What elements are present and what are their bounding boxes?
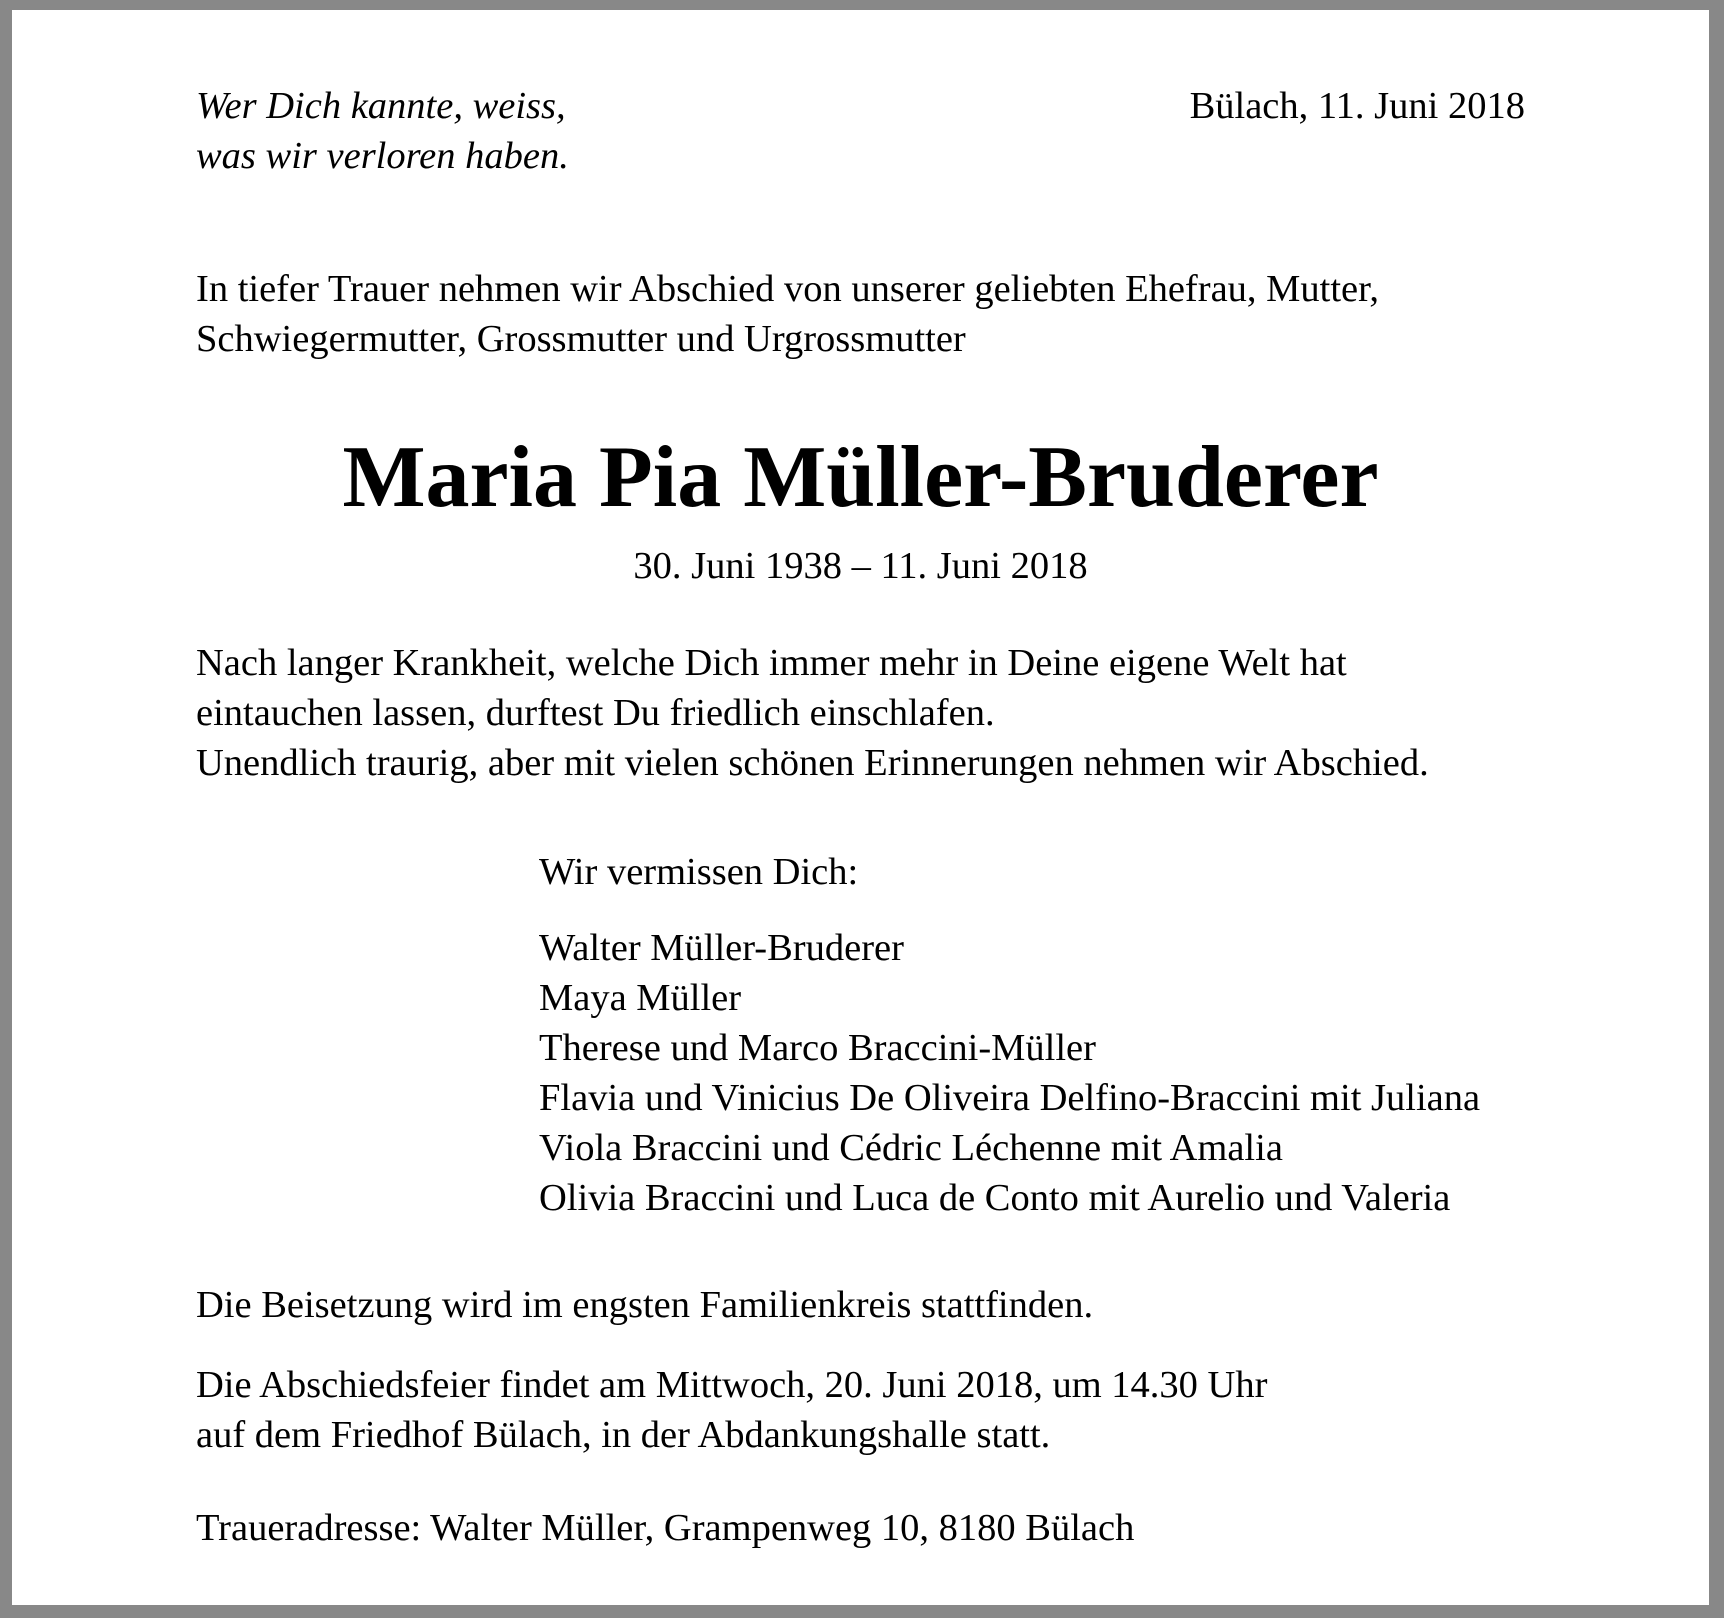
intro-line: Schwiegermutter, Grossmutter und Urgrossmutter <box>196 318 966 360</box>
intro-text <box>196 264 1379 364</box>
motto-line: Wer Dich kannte, weiss, <box>196 85 566 127</box>
mourning-address: Traueradresse: Walter Müller, Grampenweg 10, 8180 Bülach <box>196 1507 1135 1549</box>
deceased-name: Maria Pia Müller-Bruderer <box>342 429 1379 526</box>
life-dates: 30. Juni 1938 – 11. Juni 2018 <box>633 545 1088 587</box>
place-date: Bülach, 11. Juni 2018 <box>1189 85 1525 127</box>
burial-note: Die Beisetzung wird im engsten Familienkreis stattfinden. <box>196 1284 1094 1326</box>
ceremony-info <box>196 1360 1267 1460</box>
message-line: Nach langer Krankheit, welche Dich immer mehr in Deine eigene Welt hat <box>196 642 1347 684</box>
mourners-list <box>539 923 1480 1223</box>
mourner-entry: Therese und Marco Braccini-Müller <box>539 1027 1096 1069</box>
ceremony-line: Die Abschiedsfeier findet am Mittwoch, 20. Juni 2018, um 14.30 Uhr <box>196 1364 1268 1406</box>
obituary-page <box>12 10 1709 1605</box>
motto-line: was wir verloren haben. <box>196 135 569 177</box>
mourner-entry: Maya Müller <box>539 977 742 1019</box>
mourner-entry: Olivia Braccini und Luca de Conto mit Aurelio und Valeria <box>539 1177 1451 1219</box>
intro-line: In tiefer Trauer nehmen wir Abschied von unserer geliebten Ehefrau, Mutter, <box>196 268 1380 310</box>
mourner-entry: Walter Müller-Bruderer <box>539 927 904 969</box>
mourner-entry: Viola Braccini und Cédric Léchenne mit Amalia <box>539 1127 1283 1169</box>
ceremony-line: auf dem Friedhof Bülach, in der Abdankungshalle statt. <box>196 1414 1051 1456</box>
message-text <box>196 638 1429 788</box>
message-line: eintauchen lassen, durftest Du friedlich einschlafen. <box>196 692 995 734</box>
mourner-entry: Flavia und Vinicius De Oliveira Delfino-Braccini mit Juliana <box>539 1077 1481 1119</box>
message-line: Unendlich traurig, aber mit vielen schönen Erinnerungen nehmen wir Abschied. <box>196 742 1429 784</box>
motto <box>196 81 569 181</box>
miss-heading: Wir vermissen Dich: <box>539 851 859 893</box>
